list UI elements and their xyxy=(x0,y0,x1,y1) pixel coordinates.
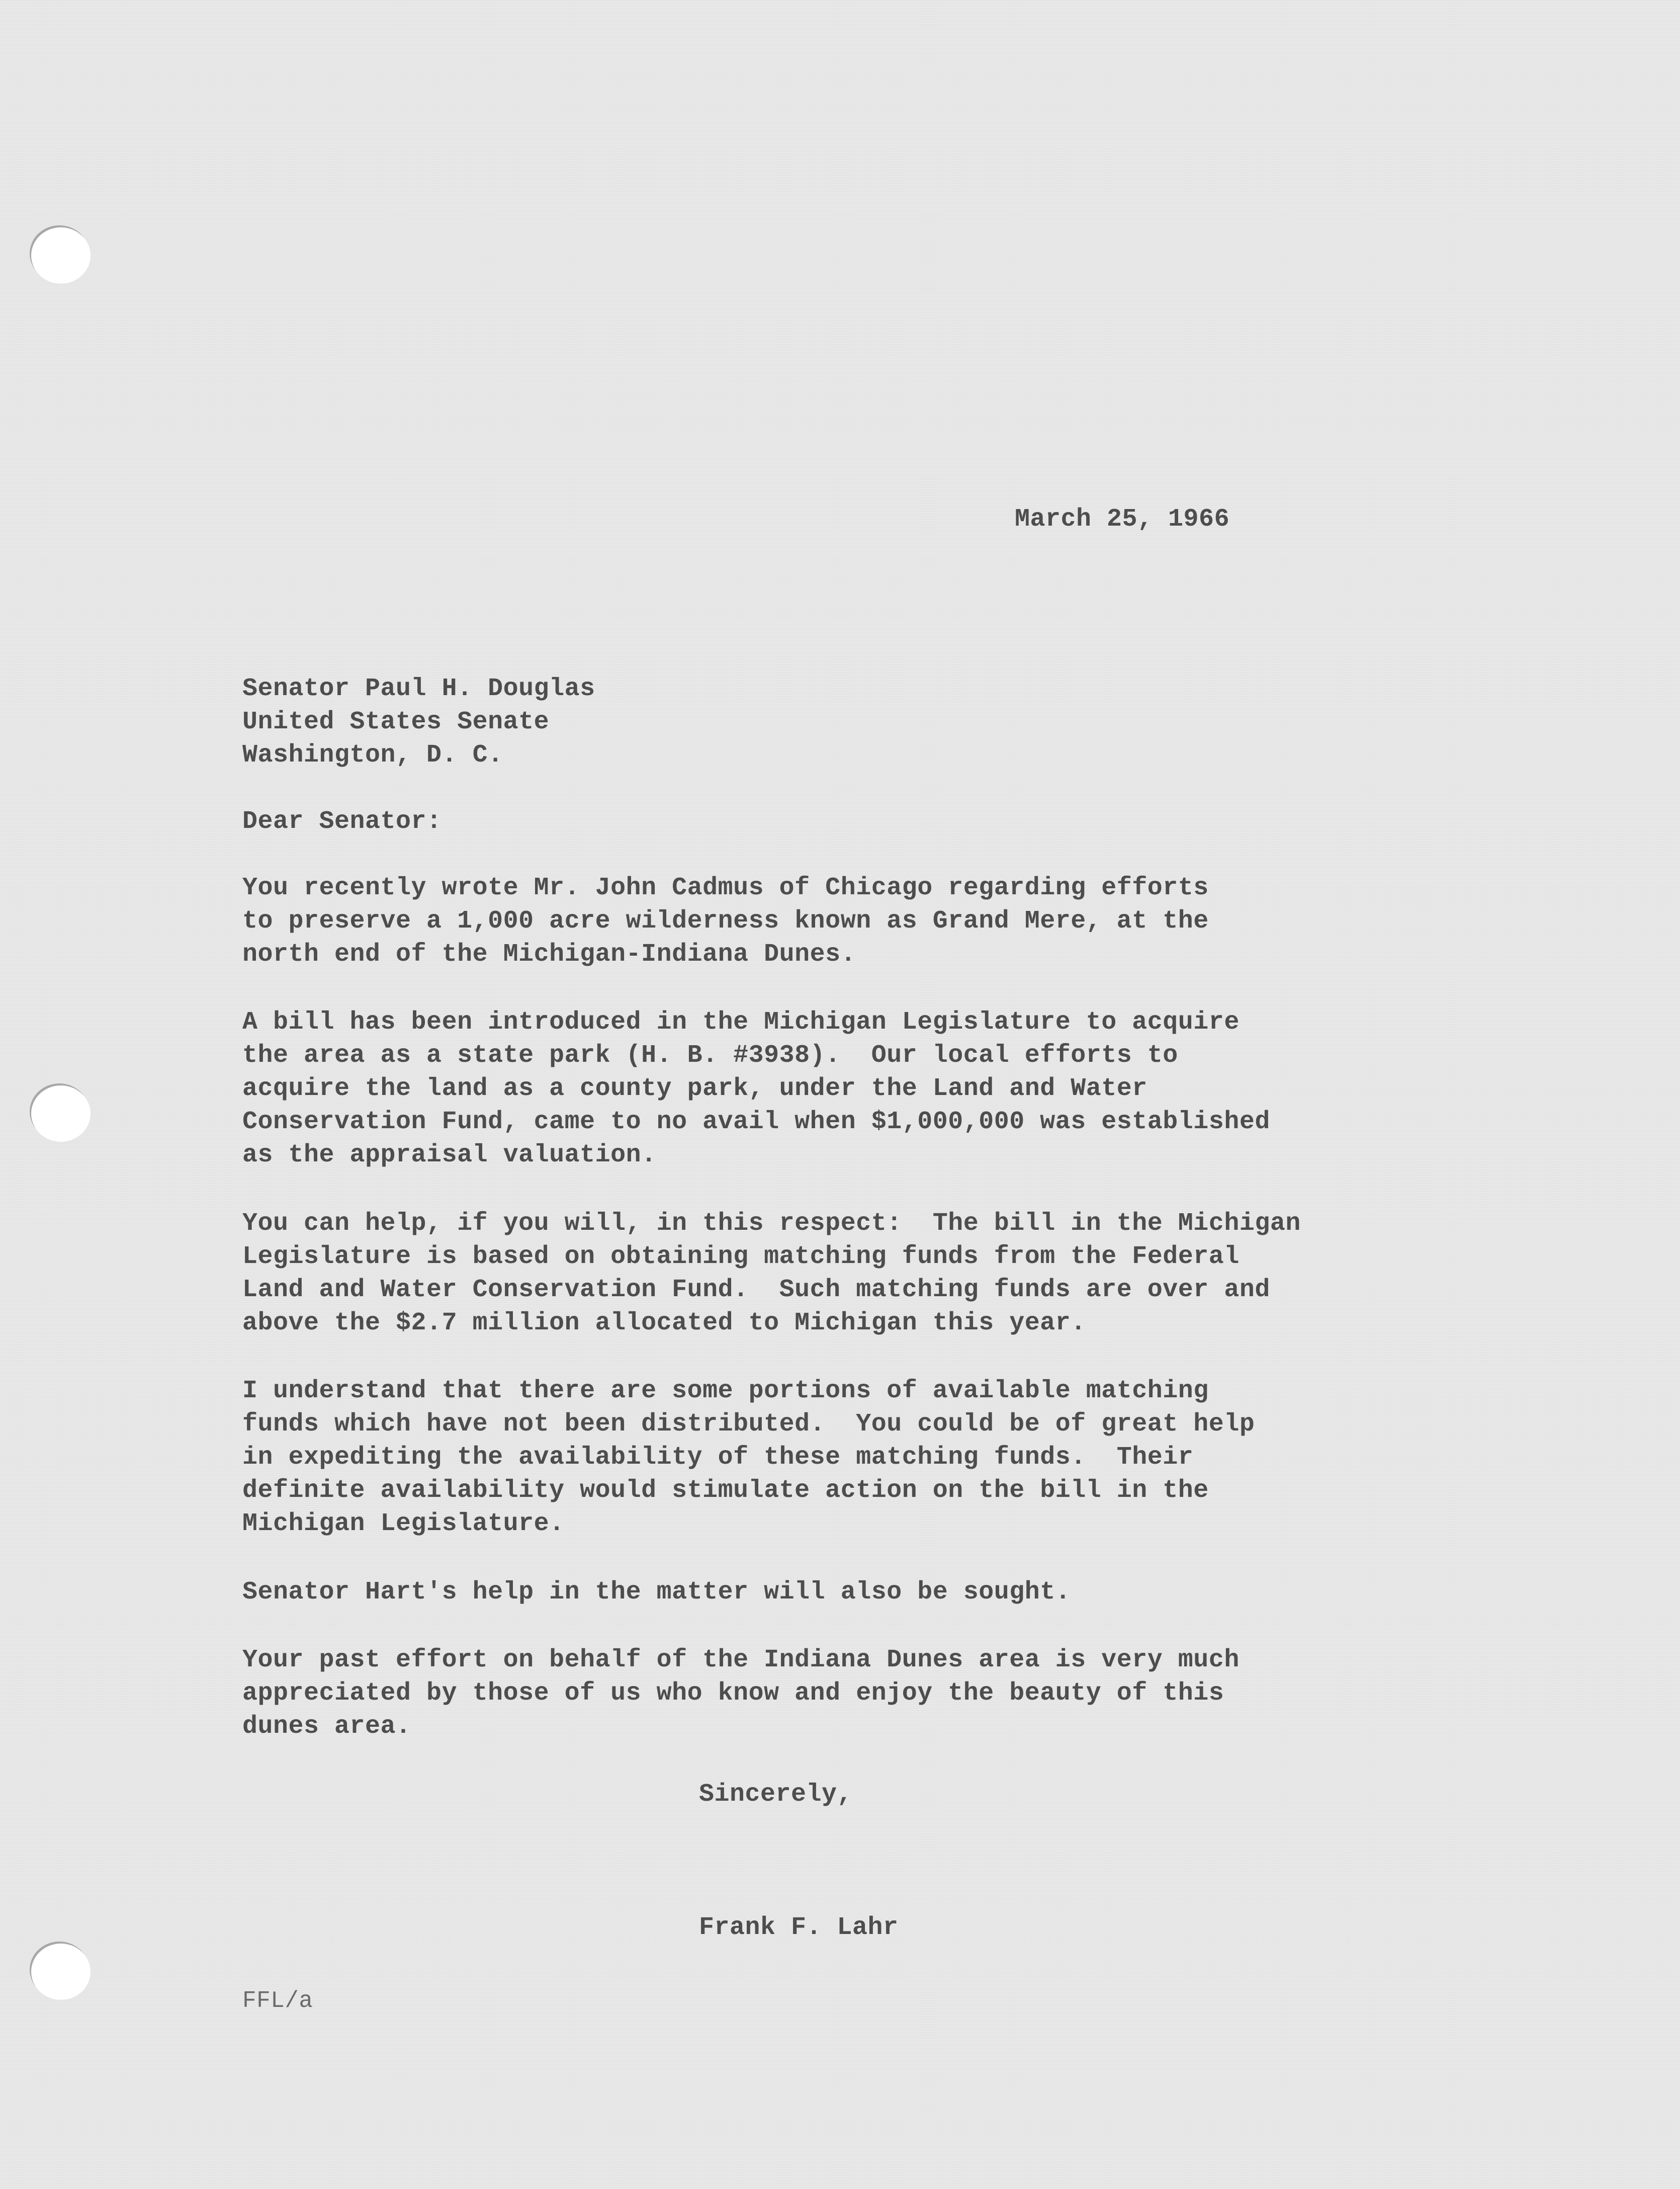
paragraph-line: in expediting the availability of these matching funds. Their xyxy=(242,1443,1194,1472)
body-paragraph-2 xyxy=(242,1006,1270,1172)
closing: Sincerely, xyxy=(699,1780,853,1809)
salutation xyxy=(242,805,442,838)
recipient-name: Senator Paul H. Douglas xyxy=(242,675,595,703)
paragraph-line: as the appraisal valuation. xyxy=(242,1141,657,1169)
paragraph-line: the area as a state park (H. B. #3938). Our local efforts to xyxy=(242,1041,1178,1070)
recipient-org: United States Senate xyxy=(242,708,550,736)
body-paragraph-3 xyxy=(242,1207,1301,1340)
paragraph-line: Your past effort on behalf of the Indiana Dunes area is very much xyxy=(242,1646,1240,1674)
paragraph-line: north end of the Michigan-Indiana Dunes. xyxy=(242,940,856,969)
paragraph-line: definite availability would stimulate action on the bill in the xyxy=(242,1476,1209,1505)
paragraph-line: dunes area. xyxy=(242,1712,411,1741)
body-paragraph-4 xyxy=(242,1375,1255,1541)
paragraph-line: Land and Water Conservation Fund. Such matching funds are over and xyxy=(242,1276,1270,1304)
paragraph-line: acquire the land as a county park, under the Land and Water xyxy=(242,1074,1147,1103)
recipient-address-block xyxy=(242,672,595,772)
paragraph-line: You can help, if you will, in this respect: The bill in the Michigan xyxy=(242,1209,1301,1238)
paragraph-line: Conservation Fund, came to no avail when $1,000,000 was established xyxy=(242,1108,1270,1136)
paragraph-line: above the $2.7 million allocated to Michigan this year. xyxy=(242,1309,1086,1337)
salutation-text: Dear Senator: xyxy=(242,807,442,836)
paragraph-line: A bill has been introduced in the Michigan Legislature to acquire xyxy=(242,1008,1240,1037)
punch-hole-bottom xyxy=(31,1944,91,2000)
body-paragraph-5 xyxy=(242,1576,1071,1609)
signature-name: Frank F. Lahr xyxy=(699,1913,899,1942)
paragraph-line: Michigan Legislature. xyxy=(242,1509,565,1538)
paragraph-line: You recently wrote Mr. John Cadmus of Chicago regarding efforts xyxy=(242,874,1209,902)
paragraph-line: I understand that there are some portions of available matching xyxy=(242,1377,1209,1405)
paragraph-line: Senator Hart's help in the matter will also be sought. xyxy=(242,1578,1071,1607)
paragraph-line: funds which have not been distributed. You could be of great help xyxy=(242,1410,1255,1439)
punch-hole-top xyxy=(31,227,91,284)
paragraph-line: to preserve a 1,000 acre wilderness known as Grand Mere, at the xyxy=(242,907,1209,936)
body-paragraph-6 xyxy=(242,1644,1240,1743)
paragraph-line: appreciated by those of us who know and enjoy the beauty of this xyxy=(242,1679,1224,1708)
letter-date: March 25, 1966 xyxy=(1015,505,1230,534)
paragraph-line: Legislature is based on obtaining matching funds from the Federal xyxy=(242,1242,1240,1271)
punch-hole-middle xyxy=(31,1085,91,1142)
reference-initials: FFL/a xyxy=(242,1988,313,2014)
body-paragraph-1 xyxy=(242,872,1209,971)
recipient-city: Washington, D. C. xyxy=(242,741,503,770)
